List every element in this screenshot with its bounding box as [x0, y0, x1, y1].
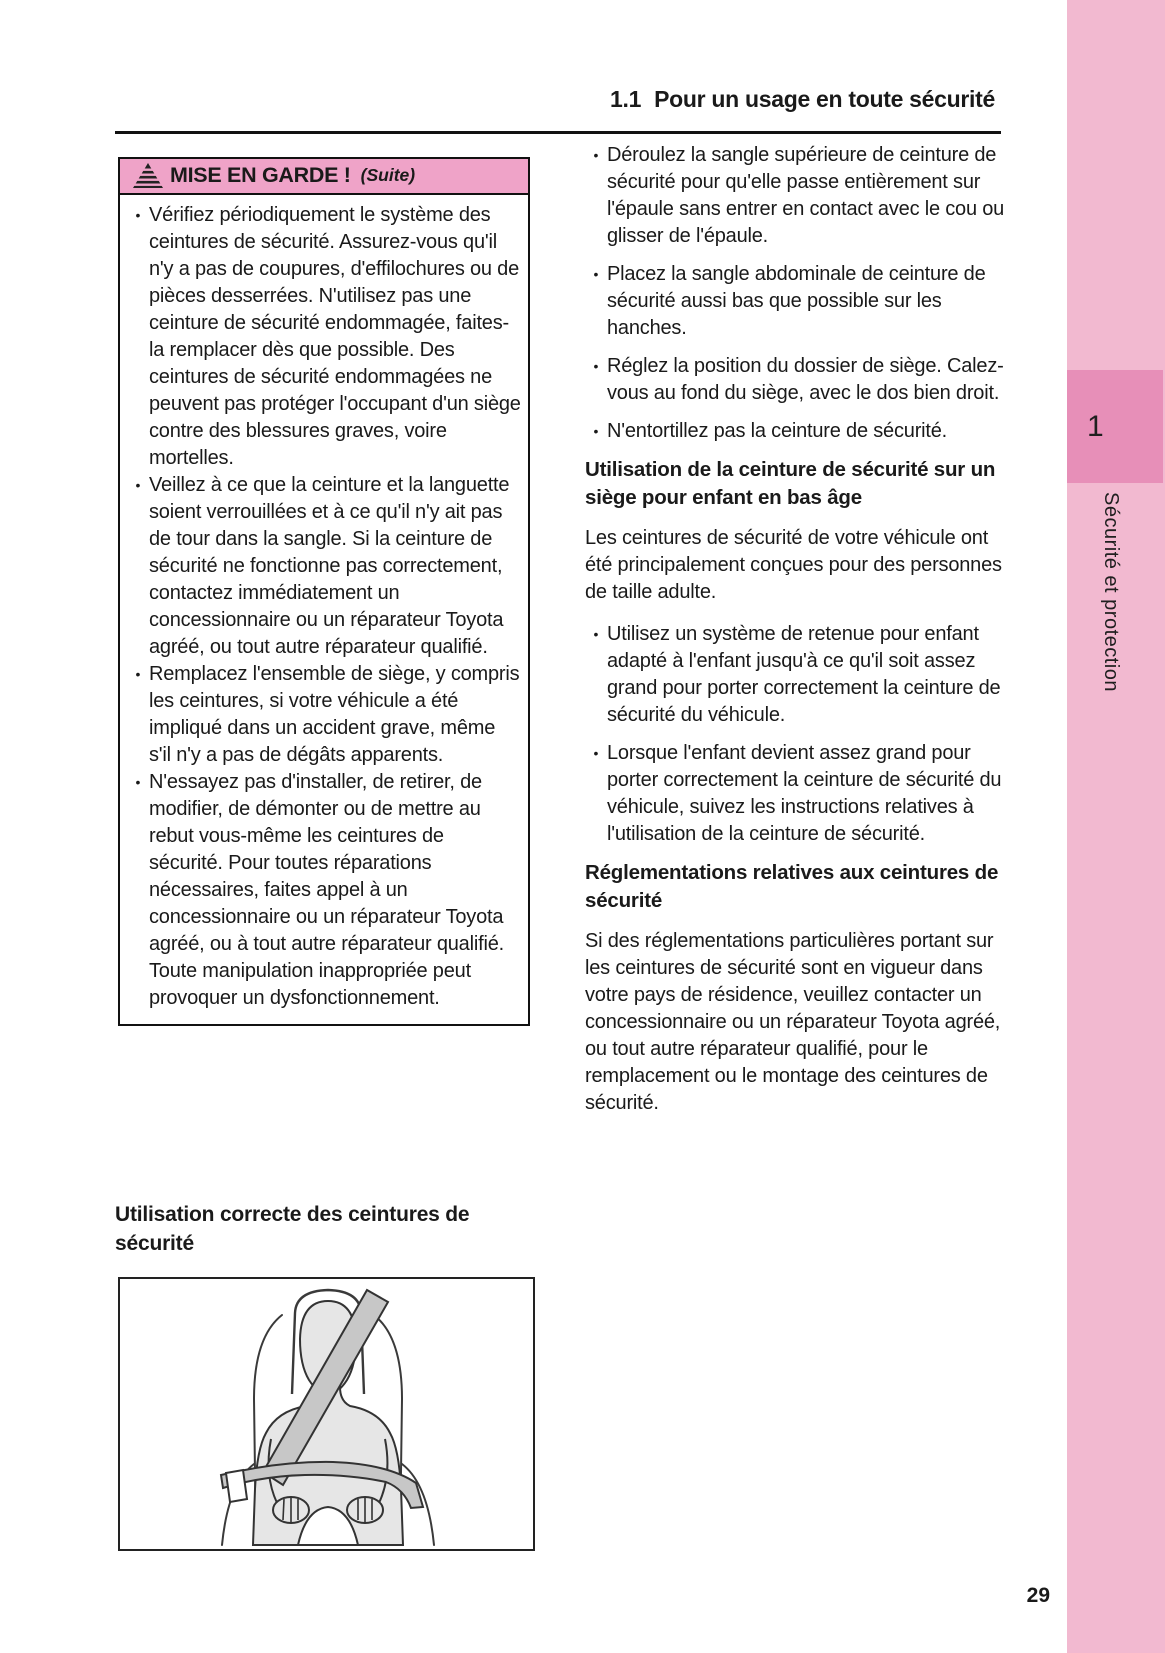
warning-bullet [127, 661, 522, 769]
warning-box-body [120, 195, 528, 1024]
warning-title: MISE EN GARDE ! [170, 163, 351, 187]
bullet-marker: • [135, 774, 141, 790]
bullet-marker: • [135, 207, 141, 223]
list-item [585, 621, 1009, 729]
warning-triangle-icon [133, 163, 163, 188]
paragraph-regulations: Si des réglementations particulières portant sur les ceintures de sécurité sont en vigueur dans votre pays de résidence, veuillez contacter un concessionnaire ou un réparateur Toyota agréé, ou tout autre réparateur qualifié, pour le remplacement ou le montage des ceintures de sécurité. [585, 930, 1001, 1114]
list-item [585, 740, 1009, 848]
list-item [585, 261, 1009, 342]
bullet-marker: • [593, 147, 599, 163]
list-item [585, 142, 1009, 250]
warning-bullet-text: Vérifiez périodiquement le système des ceintures de sécurité. Assurez-vous qu'il n'y a pas de coupures, d'effilochures ou de pièces desserrées. N'utilisez pas une ceinture de sécurité endommagée, faites-la remplacer dès que possible. Des ceintures de sécurité endommagées ne peuvent pas protéger l'occupant d'un siège contre des blessures graves, voire mortelles. [149, 204, 521, 469]
chapter-label-vertical: Sécurité et protection [1100, 492, 1122, 692]
warning-bullet-text: Remplacez l'ensemble de siège, y compris les ceintures, si votre véhicule a été impliqué dans un accident grave, même s'il n'y a pas de dégâts apparents. [149, 663, 520, 766]
section-title: Pour un usage en toute sécurité [654, 86, 995, 112]
bullet-marker: • [135, 666, 141, 682]
subheading-correct-use: Utilisation correcte des ceintures de sécurité [115, 1203, 470, 1255]
page-number: 29 [1026, 1584, 1050, 1607]
bullet-marker: • [135, 477, 141, 493]
bullet-marker: • [593, 423, 599, 439]
list-item [585, 353, 1009, 407]
list-item-text: Utilisez un système de retenue pour enfant adapté à l'enfant jusqu'à ce qu'il soit assez grand pour porter correctement la ceinture de sécurité du véhicule. [607, 623, 1001, 726]
list-item-text: Réglez la position du dossier de siège. Calez-vous au fond du siège, avec le dos bien droit. [607, 355, 1004, 404]
list-item-text: N'entortillez pas la ceinture de sécurité. [607, 420, 948, 442]
list-item-text: Lorsque l'enfant devient assez grand pour porter correctement la ceinture de sécurité du véhicule, suivez les instructions relatives à l'utilisation de la ceinture de sécurité. [607, 742, 1002, 845]
chapter-number: 1 [1087, 409, 1104, 443]
chapter-sidebar [1067, 0, 1165, 1653]
header-rule [115, 131, 1001, 134]
paragraph-child-seat-intro: Les ceintures de sécurité de votre véhicule ont été principalement conçues pour des personnes de taille adulte. [585, 527, 1002, 603]
warning-bullet [127, 472, 522, 661]
warning-bullet-text: N'essayez pas d'installer, de retirer, de modifier, de démonter ou de mettre au rebut vous-même les ceintures de sécurité. Pour toutes réparations nécessaires, faites appel à un concessionnaire ou un réparateur Toyota agréé, ou à tout autre réparateur qualifié. Toute manipulation inappropriée peut provoquer un dysfonctionnement. [149, 771, 504, 1009]
seatbelt-illustration [118, 1277, 535, 1551]
warning-bullet [127, 202, 522, 472]
list-item-text: Placez la sangle abdominale de ceinture de sécurité aussi bas que possible sur les hanches. [607, 263, 986, 339]
bullet-marker: • [593, 358, 599, 374]
warning-continuation-label: (Suite) [360, 165, 416, 185]
subheading-child-seat: Utilisation de la ceinture de sécurité sur un siège pour enfant en bas âge [585, 458, 996, 509]
warning-box [118, 157, 530, 1026]
warning-box-header [120, 159, 528, 195]
warning-bullet [127, 769, 522, 1012]
page-title [610, 86, 995, 113]
list-item [585, 418, 1009, 445]
list-item-text: Déroulez la sangle supérieure de ceinture de sécurité pour qu'elle passe entièrement sur l'épaule sans entrer en contact avec le cou ou glisser de l'épaule. [607, 144, 1005, 247]
bullet-marker: • [593, 745, 599, 761]
bullet-marker: • [593, 626, 599, 642]
warning-bullet-text: Veillez à ce que la ceinture et la languette soient verrouillées et à ce qu'il n'y ait pas de tour dans la sangle. Si la ceinture de sécurité ne fonctionne pas correctement, contactez immédiatement un concessionnaire ou un réparateur Toyota agréé, ou tout autre réparateur qualifié. [149, 474, 510, 658]
section-number: 1.1 [610, 86, 642, 112]
right-column [585, 142, 1009, 1132]
bullet-marker: • [593, 266, 599, 282]
subheading-regulations: Réglementations relatives aux ceintures de sécurité [585, 861, 999, 912]
chapter-number-tab [1067, 370, 1163, 483]
